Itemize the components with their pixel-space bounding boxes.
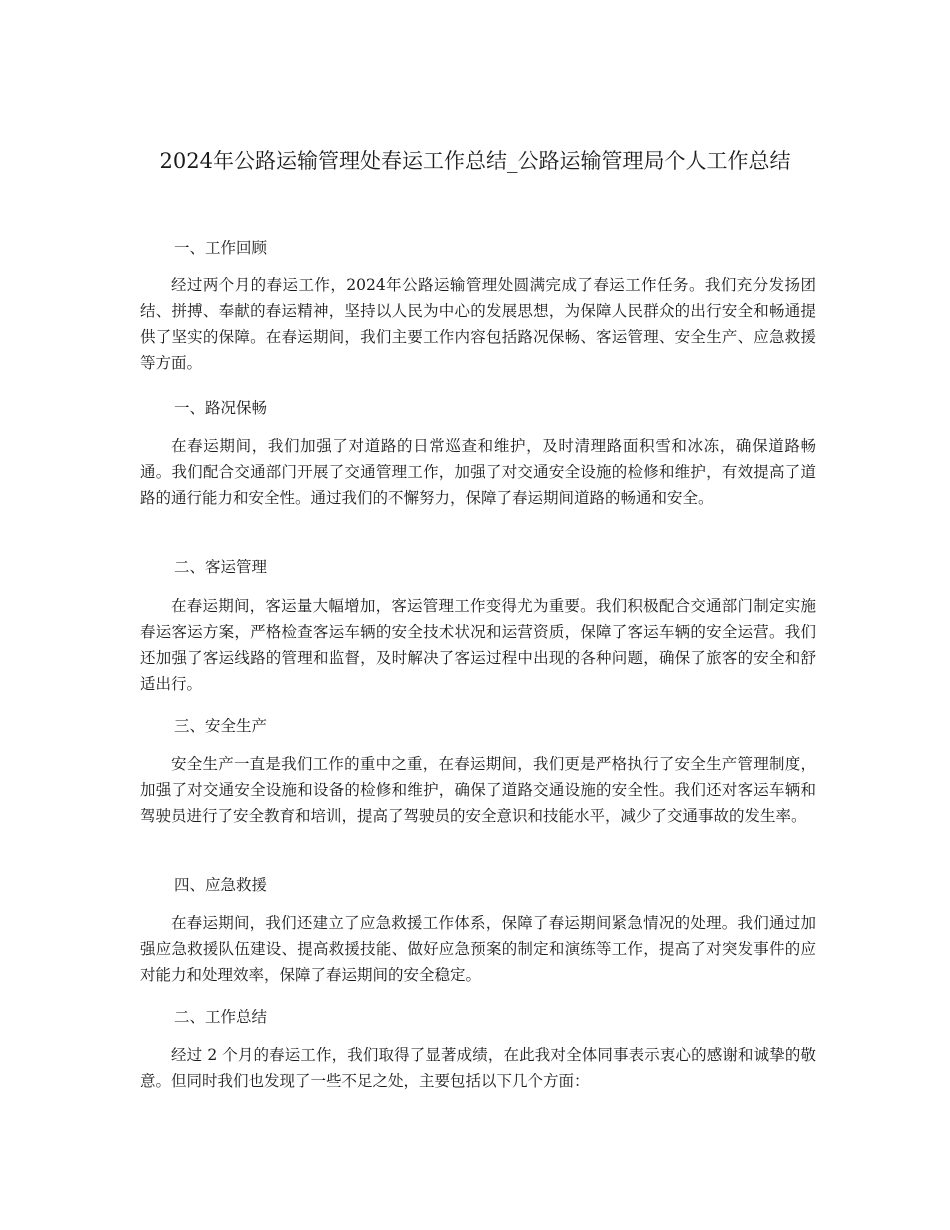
section-heading-road-clearance: 一、路况保畅 [174, 399, 268, 417]
section-heading-emergency-rescue: 四、应急救援 [174, 876, 268, 894]
section-paragraph-road-clearance: 在春运期间，我们加强了对道路的日常巡查和维护，及时清理路面积雪和冰冻，确保道路畅通。我们配合交通部门开展了交通管理工作，加强了对交通安全设施的检修和维护，有效提高了道路的通行能力和安全性。通过我们的不懈努力，保障了春运期间道路的畅通和安全。 [140, 437, 816, 507]
section-paragraph-work-review: 经过两个月的春运工作，2024年公路运输管理处圆满完成了春运工作任务。我们充分发扬团结、拼搏、奉献的春运精神，坚持以人民为中心的发展思想，为保障人民群众的出行安全和畅通提供了坚实的保障。在春运期间，我们主要工作内容包括路况保畅、客运管理、安全生产、应急救援等方面。 [140, 276, 816, 372]
section-paragraph-emergency-rescue: 在春运期间，我们还建立了应急救援工作体系，保障了春运期间紧急情况的处理。我们通过加强应急救援队伍建设、提高救援技能、做好应急预案的制定和演练等工作，提高了对突发事件的应对能力和处理效率，保障了春运期间的安全稳定。 [140, 914, 816, 984]
section-heading-safety-production: 三、安全生产 [174, 717, 268, 735]
section-paragraph-work-summary: 经过 2 个月的春运工作，我们取得了显著成绩，在此我对全体同事表示衷心的感谢和诚挚的敬意。但同时我们也发现了一些不足之处，主要包括以下几个方面： [140, 1046, 816, 1090]
section-heading-work-summary: 二、工作总结 [174, 1008, 268, 1026]
section-heading-work-review: 一、工作回顾 [174, 239, 268, 257]
section-paragraph-safety-production: 安全生产一直是我们工作的重中之重，在春运期间，我们更是严格执行了安全生产管理制度，加强了对交通安全设施和设备的检修和维护，确保了道路交通设施的安全性。我们还对客运车辆和驾驶员进行了安全教育和培训，提高了驾驶员的安全意识和技能水平，减少了交通事故的发生率。 [140, 755, 816, 825]
section-paragraph-passenger-management: 在春运期间，客运量大幅增加，客运管理工作变得尤为重要。我们积极配合交通部门制定实施春运客运方案，严格检查客运车辆的安全技术状况和运营资质，保障了客运车辆的安全运营。我们还加强了客运线路的管理和监督，及时解决了客运过程中出现的各种问题，确保了旅客的安全和舒适出行。 [140, 597, 816, 693]
document-title: 2024年公路运输管理处春运工作总结_公路运输管理局个人工作总结 [159, 149, 791, 173]
section-heading-passenger-management: 二、客运管理 [174, 558, 268, 576]
